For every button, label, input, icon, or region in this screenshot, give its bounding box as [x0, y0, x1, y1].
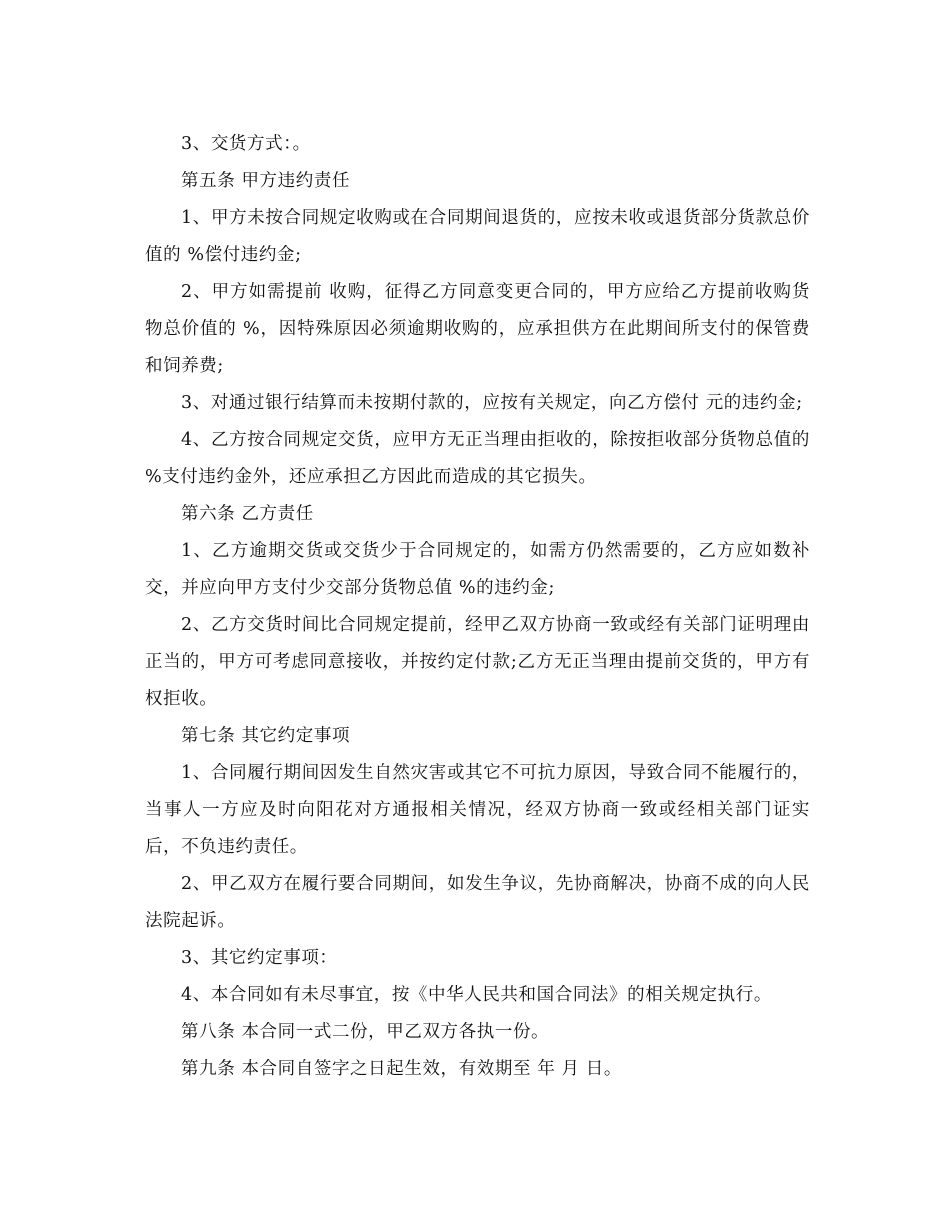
- paragraph-7-4: 4、本合同如有未尽事宜，按《中华人民共和国合同法》的相关规定执行。: [181, 985, 772, 1005]
- heading-article-6: 第六条 乙方责任: [181, 504, 314, 524]
- heading-article-5: 第五条 甲方违约责任: [181, 171, 351, 191]
- paragraph-6-1: 1、乙方逾期交货或交货少于合同规定的，如需方仍然需要的，乙方应如数补交，并应向甲方支付少交部分货物总值 %的违约金;: [145, 541, 810, 598]
- paragraph-5-1: 1、甲方未按合同规定收购或在合同期间退货的，应按未收或退货部分货款总价值的 %偿付违约金;: [145, 208, 810, 265]
- paragraph-delivery-method: 3、交货方式：。: [181, 134, 311, 154]
- paragraph-7-3: 3、其它约定事项：: [181, 948, 338, 968]
- paragraph-6-2: 2、乙方交货时间比合同规定提前，经甲乙双方协商一致或经有关部门证明理由正当的，甲方可考虑同意接收，并按约定付款;乙方无正当理由提前交货的，甲方有权拒收。: [145, 615, 810, 709]
- heading-article-9: 第九条 本合同自签字之日起生效，有效期至 年 月 日。: [181, 1059, 622, 1079]
- heading-article-8: 第八条 本合同一式二份，甲乙双方各执一份。: [181, 1022, 550, 1042]
- document-body: [145, 126, 810, 1088]
- paragraph-7-2: 2、甲乙双方在履行要合同期间，如发生争议，先协商解决，协商不成的向人民法院起诉。: [145, 874, 810, 931]
- paragraph-5-4: 4、乙方按合同规定交货，应甲方无正当理由拒收的，除按拒收部分货物总值的 %支付违约金外，还应承担乙方因此而造成的其它损失。: [145, 430, 810, 487]
- paragraph-7-1: 1、合同履行期间因发生自然灾害或其它不可抗力原因，导致合同不能履行的，当事人一方应及时向阳花对方通报相关情况，经双方协商一致或经相关部门证实后，不负违约责任。: [145, 763, 810, 857]
- paragraph-5-2: 2、甲方如需提前 收购，征得乙方同意变更合同的，甲方应给乙方提前收购货物总价值的 %，因特殊原因必须逾期收购的，应承担供方在此期间所支付的保管费和饲养费;: [145, 282, 810, 376]
- heading-article-7: 第七条 其它约定事项: [181, 726, 351, 746]
- paragraph-5-3: 3、对通过银行结算而未按期付款的，应按有关规定，向乙方偿付 元的违约金;: [181, 393, 803, 413]
